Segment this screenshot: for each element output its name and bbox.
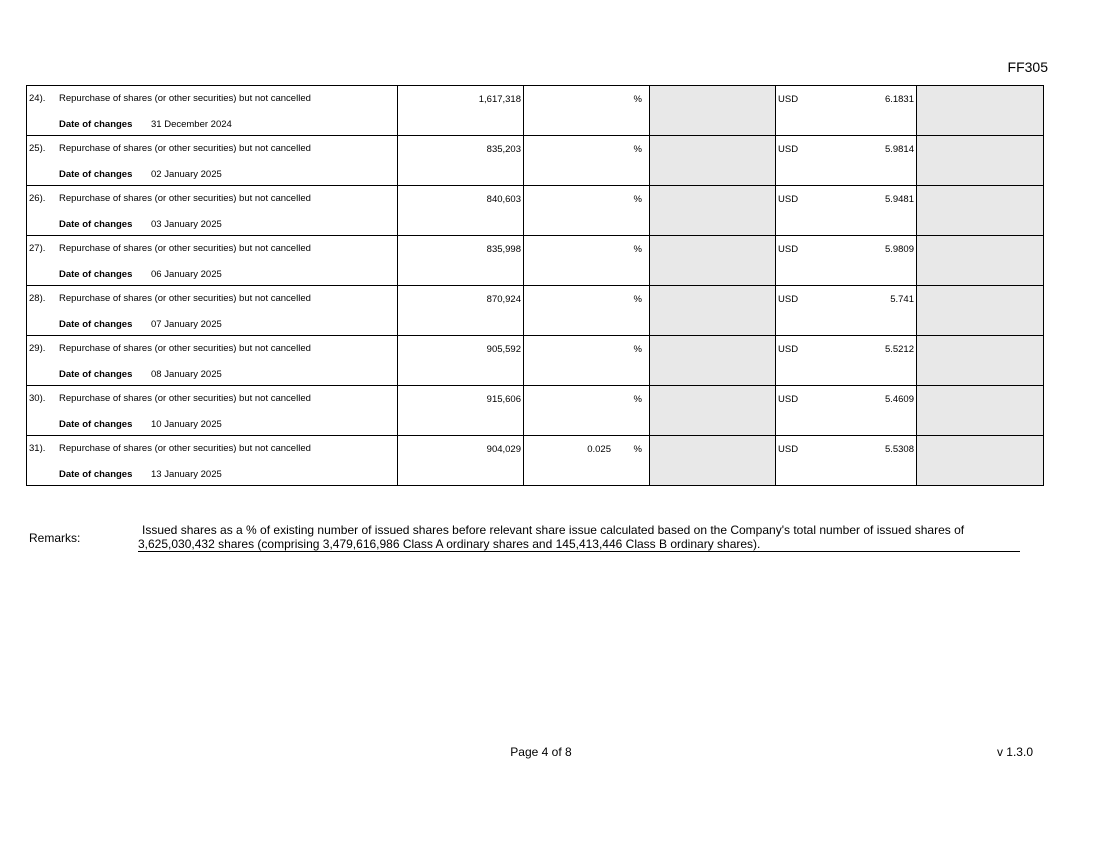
shaded-cell — [650, 436, 776, 486]
table-row — [27, 286, 1044, 336]
date-of-changes-value: 10 January 2025 — [151, 419, 222, 430]
percent-sign: % — [633, 394, 642, 405]
date-of-changes-label: Date of changes — [59, 269, 133, 280]
table-row — [27, 386, 1044, 436]
date-of-changes-value: 02 January 2025 — [151, 169, 222, 180]
number-of-shares-cell — [398, 236, 524, 286]
description-cell — [27, 236, 398, 286]
shaded-cell — [650, 386, 776, 436]
description-cell — [27, 336, 398, 386]
number-of-shares: 904,029 — [486, 444, 521, 455]
shaded-cell — [917, 436, 1044, 486]
table-row — [27, 86, 1044, 136]
currency: USD — [778, 194, 799, 205]
number-of-shares: 905,592 — [486, 344, 521, 355]
number-of-shares-cell — [398, 386, 524, 436]
table-row — [27, 186, 1044, 236]
percent-sign: % — [633, 194, 642, 205]
number-of-shares-cell — [398, 136, 524, 186]
number-of-shares-cell — [398, 86, 524, 136]
description-cell — [27, 386, 398, 436]
shaded-cell — [650, 86, 776, 136]
currency: USD — [778, 444, 799, 455]
row-index: 30). — [29, 393, 46, 404]
number-of-shares: 870,924 — [486, 294, 521, 305]
number-of-shares: 840,603 — [486, 194, 521, 205]
event-description: Repurchase of shares (or other securities) but not cancelled — [59, 343, 311, 354]
event-description: Repurchase of shares (or other securities) but not cancelled — [59, 443, 311, 454]
date-of-changes-label: Date of changes — [59, 469, 133, 480]
date-of-changes-value: 08 January 2025 — [151, 369, 222, 380]
price-value: 5.9814 — [884, 144, 914, 155]
form-code: FF305 — [1007, 59, 1048, 75]
table-row — [27, 236, 1044, 286]
percent-cell — [524, 336, 650, 386]
shaded-cell — [917, 186, 1044, 236]
row-index: 31). — [29, 443, 46, 454]
percent-cell — [524, 86, 650, 136]
date-of-changes-value: 06 January 2025 — [151, 269, 222, 280]
shaded-cell — [917, 86, 1044, 136]
description-cell — [27, 436, 398, 486]
description-cell — [27, 186, 398, 236]
number-of-shares: 835,998 — [486, 244, 521, 255]
row-index: 26). — [29, 193, 46, 204]
price-cell — [776, 336, 917, 386]
price-value: 5.4609 — [884, 394, 914, 405]
row-index: 28). — [29, 293, 46, 304]
price-cell — [776, 186, 917, 236]
description-cell — [27, 86, 398, 136]
price-cell — [776, 136, 917, 186]
event-description: Repurchase of shares (or other securities) but not cancelled — [59, 293, 311, 304]
number-of-shares-cell — [398, 186, 524, 236]
number-of-shares-cell — [398, 436, 524, 486]
percent-cell — [524, 136, 650, 186]
row-index: 25). — [29, 143, 46, 154]
description-cell — [27, 136, 398, 186]
price-value: 6.1831 — [884, 94, 914, 105]
date-of-changes-label: Date of changes — [59, 369, 133, 380]
page-number: Page 4 of 8 — [510, 745, 572, 759]
shaded-cell — [650, 136, 776, 186]
price-cell — [776, 386, 917, 436]
date-of-changes-label: Date of changes — [59, 219, 133, 230]
shaded-cell — [917, 386, 1044, 436]
remarks-text — [138, 523, 1020, 552]
table-row — [27, 336, 1044, 386]
number-of-shares: 915,606 — [486, 394, 521, 405]
currency: USD — [778, 244, 799, 255]
price-value: 5.9809 — [884, 244, 914, 255]
price-value: 5.5308 — [884, 444, 914, 455]
table-row — [27, 436, 1044, 486]
date-of-changes-label: Date of changes — [59, 319, 133, 330]
event-description: Repurchase of shares (or other securities) but not cancelled — [59, 93, 311, 104]
price-cell — [776, 86, 917, 136]
shaded-cell — [917, 286, 1044, 336]
number-of-shares: 1,617,318 — [478, 94, 521, 105]
date-of-changes-value: 07 January 2025 — [151, 319, 222, 330]
percent-sign: % — [633, 244, 642, 255]
row-index: 29). — [29, 343, 46, 354]
price-value: 5.741 — [890, 294, 914, 305]
share-changes-table — [26, 85, 1044, 486]
version-label: v 1.3.0 — [996, 745, 1033, 759]
price-value: 5.5212 — [884, 344, 914, 355]
row-index: 27). — [29, 243, 46, 254]
number-of-shares: 835,203 — [486, 144, 521, 155]
shaded-cell — [650, 286, 776, 336]
event-description: Repurchase of shares (or other securities) but not cancelled — [59, 243, 311, 254]
currency: USD — [778, 94, 799, 105]
row-index: 24). — [29, 93, 46, 104]
percent-cell — [524, 236, 650, 286]
shaded-cell — [917, 236, 1044, 286]
currency: USD — [778, 144, 799, 155]
price-cell — [776, 286, 917, 336]
shaded-cell — [650, 236, 776, 286]
shaded-cell — [917, 136, 1044, 186]
shaded-cell — [650, 186, 776, 236]
shaded-cell — [650, 336, 776, 386]
remarks-label: Remarks: — [29, 531, 81, 545]
percent-sign: % — [633, 444, 642, 455]
currency: USD — [778, 294, 799, 305]
date-of-changes-value: 13 January 2025 — [151, 469, 222, 480]
percent-sign: % — [633, 294, 642, 305]
price-cell — [776, 436, 917, 486]
price-value: 5.9481 — [884, 194, 914, 205]
number-of-shares-cell — [398, 336, 524, 386]
percent-cell — [524, 186, 650, 236]
currency: USD — [778, 394, 799, 405]
event-description: Repurchase of shares (or other securities) but not cancelled — [59, 143, 311, 154]
date-of-changes-value: 03 January 2025 — [151, 219, 222, 230]
date-of-changes-label: Date of changes — [59, 419, 133, 430]
price-cell — [776, 236, 917, 286]
number-of-shares-cell — [398, 286, 524, 336]
shaded-cell — [917, 336, 1044, 386]
percent-cell — [524, 436, 650, 486]
table-row — [27, 136, 1044, 186]
event-description: Repurchase of shares (or other securities) but not cancelled — [59, 393, 311, 404]
percent-sign: % — [633, 144, 642, 155]
percent-sign: % — [633, 344, 642, 355]
date-of-changes-label: Date of changes — [59, 169, 133, 180]
remarks-line-1: Issued shares as a % of existing number of issued shares before relevant share issue calculated based on the Company's total number of issued shares of — [142, 523, 965, 537]
percent-cell — [524, 386, 650, 436]
percent-sign: % — [633, 94, 642, 105]
remarks-line-2: 3,625,030,432 shares (comprising 3,479,616,986 Class A ordinary shares and 145,413,446 Class B ordinary shares). — [138, 537, 761, 551]
date-of-changes-value: 31 December 2024 — [151, 119, 232, 130]
percent-value: 0.025 — [587, 444, 611, 455]
event-description: Repurchase of shares (or other securities) but not cancelled — [59, 193, 311, 204]
description-cell — [27, 286, 398, 336]
date-of-changes-label: Date of changes — [59, 119, 133, 130]
currency: USD — [778, 344, 799, 355]
percent-cell — [524, 286, 650, 336]
